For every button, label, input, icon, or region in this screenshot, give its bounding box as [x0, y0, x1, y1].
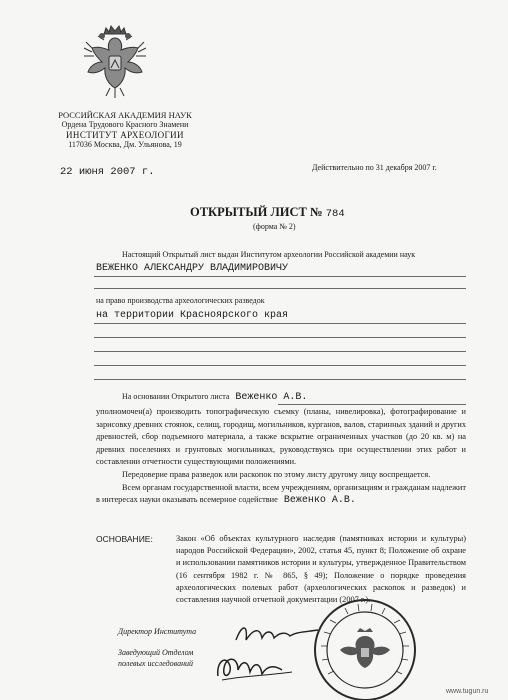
assistance-holder: Веженко А.В. [283, 495, 356, 507]
organization-block [40, 110, 210, 150]
org-name-academy: РОССИЙСКАЯ АКАДЕМИЯ НАУК [58, 110, 192, 120]
transfer-note: Передоверие права разведок или раскопок по этому листу другому лицу воспрещается. [122, 469, 431, 479]
watermark: www.tugun.ru [446, 688, 489, 695]
director-label: Директор Института [118, 627, 197, 636]
territory-line [94, 323, 466, 324]
assistance-note [96, 482, 466, 508]
authorization-text: уполномочен(а) производить топографическую съемку (планы, нивелировка), фотографирование и зарисовку древних стоянок, селищ, городищ, могильников, курганов, валов, старинных зданий и других древностей, сбор подъемного материала, а также вскрытие ограниченных участков (до 20 кв. м) на древних поселениях и грунтовых могильниках, руководствуясь при осуществлении этих работ и составлении отчетности существующими положениями. [96, 407, 466, 467]
assistance-text: Всем органам государственной власти, всем учреждениям, организациям и гражданам надлежит в интересах науки оказывать всемерное содействие [96, 482, 466, 505]
basis-prefix: На основании Открытого листа [122, 392, 230, 401]
territory: на территории Красноярского края [96, 310, 289, 321]
blank-line [94, 337, 466, 338]
org-address: 117036 Москва, Дм. Ульянова, 19 [68, 140, 182, 149]
right-to-label: на право производства археологических разведок [96, 296, 265, 305]
coat-of-arms-emblem [80, 22, 150, 102]
title-text: ОТКРЫТЫЙ ЛИСТ [190, 205, 307, 219]
legal-basis-label: ОСНОВАНИЕ: [96, 534, 153, 544]
document-title [190, 205, 345, 220]
issued-intro: Настоящий Открытый лист выдан Институтом археологии Российской академии наук [122, 250, 416, 259]
blank-line [94, 351, 466, 352]
document-number: 784 [325, 208, 345, 220]
blank-line [94, 365, 466, 366]
field-head-line2: полевых исследований [118, 659, 194, 668]
institute-stamp [310, 596, 420, 700]
legal-basis-text: Закон «Об объектах культурного наследия (памятниках истории и культуры) народов Российской Федерации», 2002, статья 45, пункт 8; Положение об охране и использовании памятников истории и культуры, утвержденное Правительством (16 сентября 1982 г. № 865, § 49); Положение о порядке проведения археологических полевых работ (археологических раскопок и разведок) и составления научной отчетной документации (2007 г.). [176, 534, 466, 605]
number-sign: № [310, 205, 323, 219]
authorization-block [96, 406, 466, 508]
basis-holder-line [278, 404, 466, 405]
valid-until: Действительно по 31 декабря 2007 г. [312, 163, 437, 172]
blank-line [94, 379, 466, 380]
director-signature [232, 618, 322, 648]
holder-name-line [94, 276, 466, 277]
field-head-label [118, 647, 193, 669]
holder-name: ВЕЖЕНКО АЛЕКСАНДРУ ВЛАДИМИРОВИЧУ [96, 263, 289, 274]
issue-date: 22 июня 2007 г. [60, 166, 155, 178]
org-order-line: Ордена Трудового Красного Знамени [61, 120, 189, 129]
basis-line [122, 392, 307, 403]
basis-holder: Веженко А.В. [235, 392, 308, 403]
blank-line [94, 288, 466, 289]
field-head-line1: Заведующий Отделом [118, 648, 194, 657]
field-head-signature [212, 646, 302, 686]
form-label: (форма № 2) [253, 222, 296, 231]
org-name-institute: ИНСТИТУТ АРХЕОЛОГИИ [66, 130, 184, 140]
